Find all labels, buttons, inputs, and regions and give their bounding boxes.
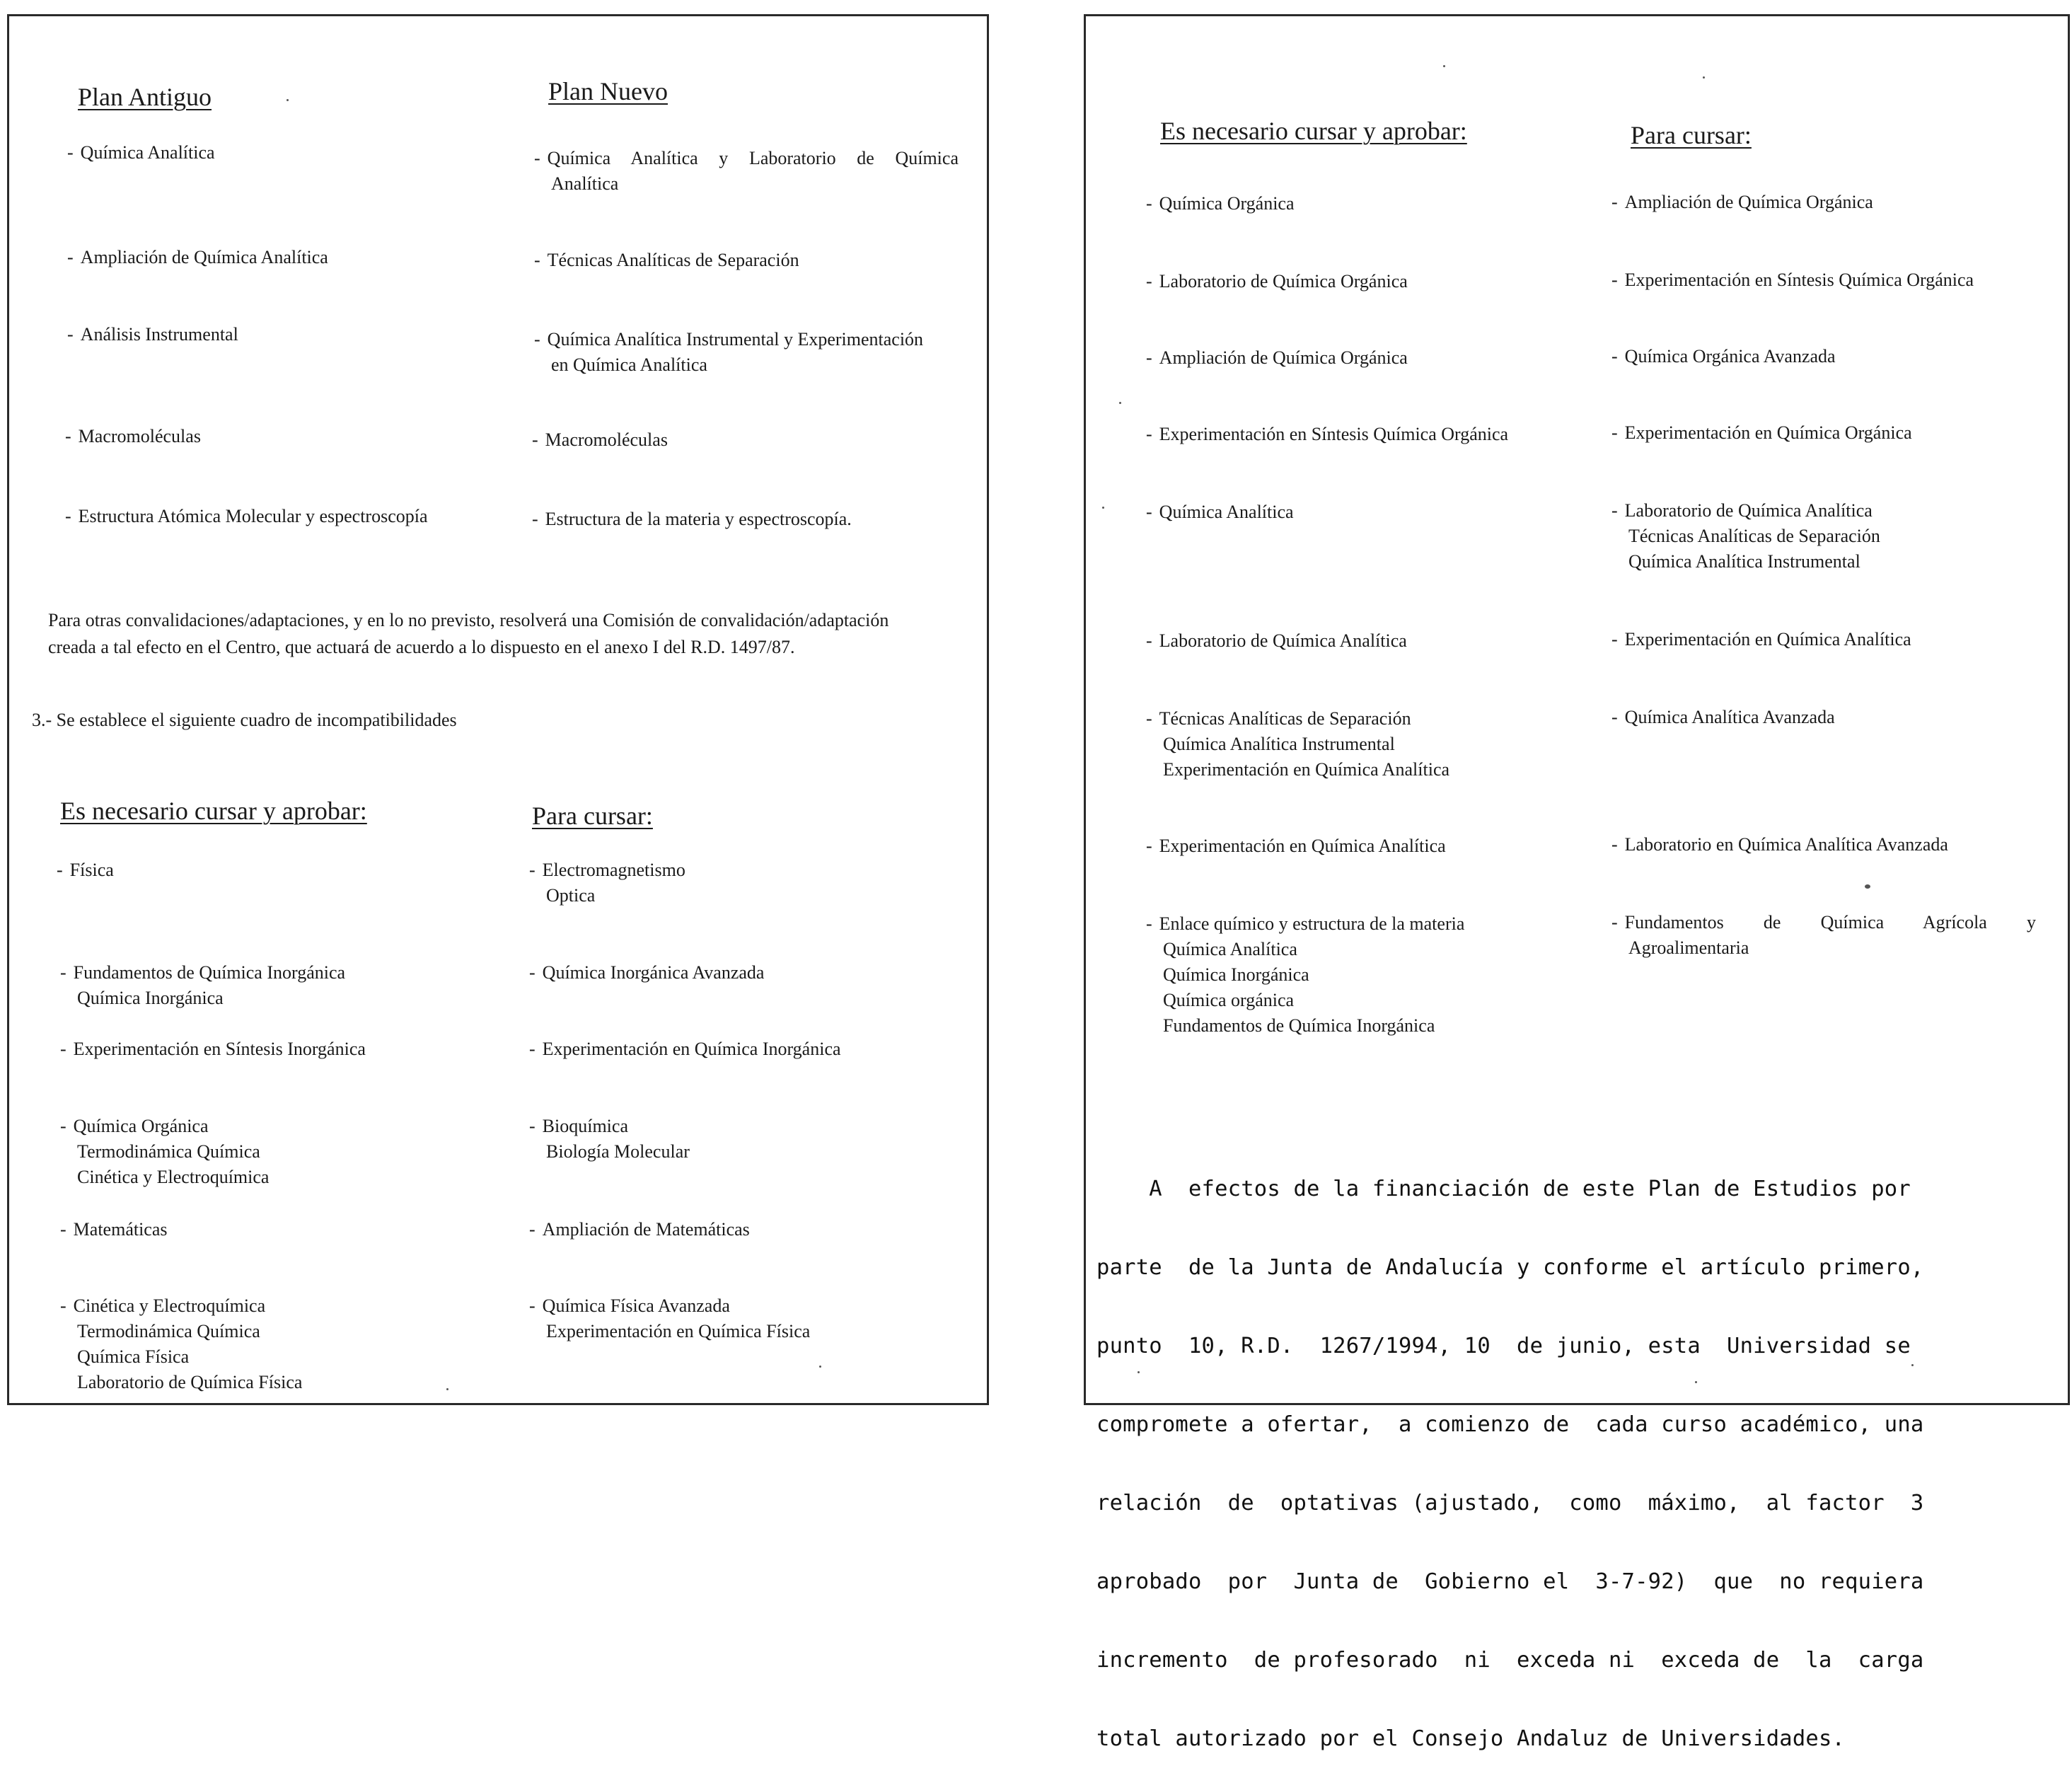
- scan-speck: [1138, 1371, 1140, 1373]
- right-target-5: - Laboratorio de Química Analítica Técnicas Analíticas de Separación Química Analítica Instrumental: [1611, 500, 1880, 572]
- scan-speck: [287, 99, 289, 101]
- scan-speck: [1865, 884, 1870, 889]
- right-req-4: - Experimentación en Síntesis Química Orgánica: [1146, 424, 1509, 444]
- right-target-7: - Química Analítica Avanzada: [1611, 707, 1835, 727]
- right-req-6: - Laboratorio de Química Analítica: [1146, 630, 1407, 651]
- incompat-target-3: - Experimentación en Química Inorgánica: [529, 1039, 841, 1059]
- section-3-heading: 3.- Se establece el siguiente cuadro de incompatibilidades: [32, 710, 457, 730]
- incompat-req-3: - Experimentación en Síntesis Inorgánica: [60, 1039, 366, 1059]
- scan-speck: [1443, 65, 1445, 67]
- financing-paragraph: A efectos de la financiación de este Plan de Estudios por parte de la Junta de Andalucía y conforme el artículo primero, punto 10, R.D. 1267/1994, 10 de junio, esta Universidad se compromete a ofertar, a comienzo de cada curso académico, una relación de optativas (ajustado, como máximo, al factor 3 aprobado por Junta de Gobierno el 3-7-92) que no requiera incremento de profesorado ni exceda ni exceda de la carga total autorizado por el Consejo Andaluz de Universidades.: [1096, 1177, 1924, 1751]
- right-req-7: - Técnicas Analíticas de Separación Química Analítica Instrumental Experimentación en Química Analítica: [1146, 708, 1450, 780]
- incompat-header-required: Es necesario cursar y aprobar:: [60, 797, 367, 825]
- note-line-1: Para otras convalidaciones/adaptaciones, y en lo no previsto, resolverá una Comisión de convalidación/adaptación: [48, 610, 889, 630]
- plan-nuevo-header: Plan Nuevo: [548, 77, 668, 105]
- note-line-2: creada a tal efecto en el Centro, que actuará de acuerdo a lo dispuesto en el anexo I del R.D. 1497/87.: [48, 637, 795, 657]
- right-target-3: - Química Orgánica Avanzada: [1611, 346, 1836, 366]
- new-subject-3: - Química Analítica Instrumental y Experimentación en Química Analítica: [534, 329, 924, 375]
- scan-speck: [1102, 507, 1104, 509]
- scan-speck: [1911, 1364, 1914, 1366]
- incompat-header-target: Para cursar:: [532, 802, 653, 830]
- right-target-4: - Experimentación en Química Orgánica: [1611, 422, 1912, 443]
- scan-speck: [1119, 402, 1121, 404]
- right-target-1: - Ampliación de Química Orgánica: [1611, 192, 1873, 212]
- old-subject-3: - Análisis Instrumental: [67, 324, 238, 345]
- incompat-target-1: - Electromagnetismo Optica: [529, 860, 685, 906]
- incompat-target-2: - Química Inorgánica Avanzada: [529, 962, 765, 983]
- new-subject-2: - Técnicas Analíticas de Separación: [534, 250, 799, 270]
- right-header-required: Es necesario cursar y aprobar:: [1160, 117, 1467, 145]
- right-req-2: - Laboratorio de Química Orgánica: [1146, 271, 1408, 291]
- right-header-target: Para cursar:: [1631, 121, 1752, 149]
- incompat-target-4: - Bioquímica Biología Molecular: [529, 1116, 690, 1162]
- incompat-req-4: - Química Orgánica Termodinámica Química Cinética y Electroquímica: [60, 1116, 270, 1187]
- scan-speck: [446, 1388, 448, 1390]
- right-req-8: - Experimentación en Química Analítica: [1146, 836, 1446, 856]
- old-subject-4: - Macromoléculas: [65, 426, 201, 446]
- new-subject-1: - Química Analítica y Laboratorio de Química Analítica: [534, 148, 959, 194]
- scan-speck: [819, 1366, 821, 1368]
- plan-antiguo-header: Plan Antiguo: [78, 83, 212, 111]
- new-subject-5: - Estructura de la materia y espectroscopía.: [532, 509, 852, 529]
- incompat-target-5: - Ampliación de Matemáticas: [529, 1219, 750, 1240]
- scan-speck: [1695, 1381, 1697, 1383]
- right-target-9: - Fundamentos de Química Agrícola y Agroalimentaria: [1611, 912, 2036, 958]
- right-req-3: - Ampliación de Química Orgánica: [1146, 347, 1408, 368]
- incompat-req-2: - Fundamentos de Química Inorgánica Química Inorgánica: [60, 962, 346, 1008]
- right-req-5: - Química Analítica: [1146, 502, 1294, 522]
- incompat-target-6: - Química Física Avanzada Experimentación en Química Física: [529, 1295, 811, 1341]
- right-req-1: - Química Orgánica: [1146, 193, 1295, 214]
- old-subject-5: - Estructura Atómica Molecular y espectroscopía: [65, 506, 428, 526]
- right-target-8: - Laboratorio en Química Analítica Avanzada: [1611, 834, 1948, 855]
- old-subject-1: - Química Analítica: [67, 142, 215, 163]
- incompat-req-5: - Matemáticas: [60, 1219, 168, 1240]
- right-req-9: - Enlace químico y estructura de la materia Química Analítica Química Inorgánica Química orgánica Fundamentos de Química Inorgánica: [1146, 913, 1465, 1036]
- incompat-req-1: - Física: [57, 860, 114, 880]
- new-subject-4: - Macromoléculas: [532, 429, 668, 450]
- right-target-6: - Experimentación en Química Analítica: [1611, 629, 1911, 650]
- old-subject-2: - Ampliación de Química Analítica: [67, 247, 328, 267]
- incompat-req-6: - Cinética y Electroquímica Termodinámica Química Química Física Laboratorio de Química Física: [60, 1295, 303, 1392]
- scan-speck: [1703, 76, 1705, 79]
- right-target-2: - Experimentación en Síntesis Química Orgánica: [1611, 270, 1974, 290]
